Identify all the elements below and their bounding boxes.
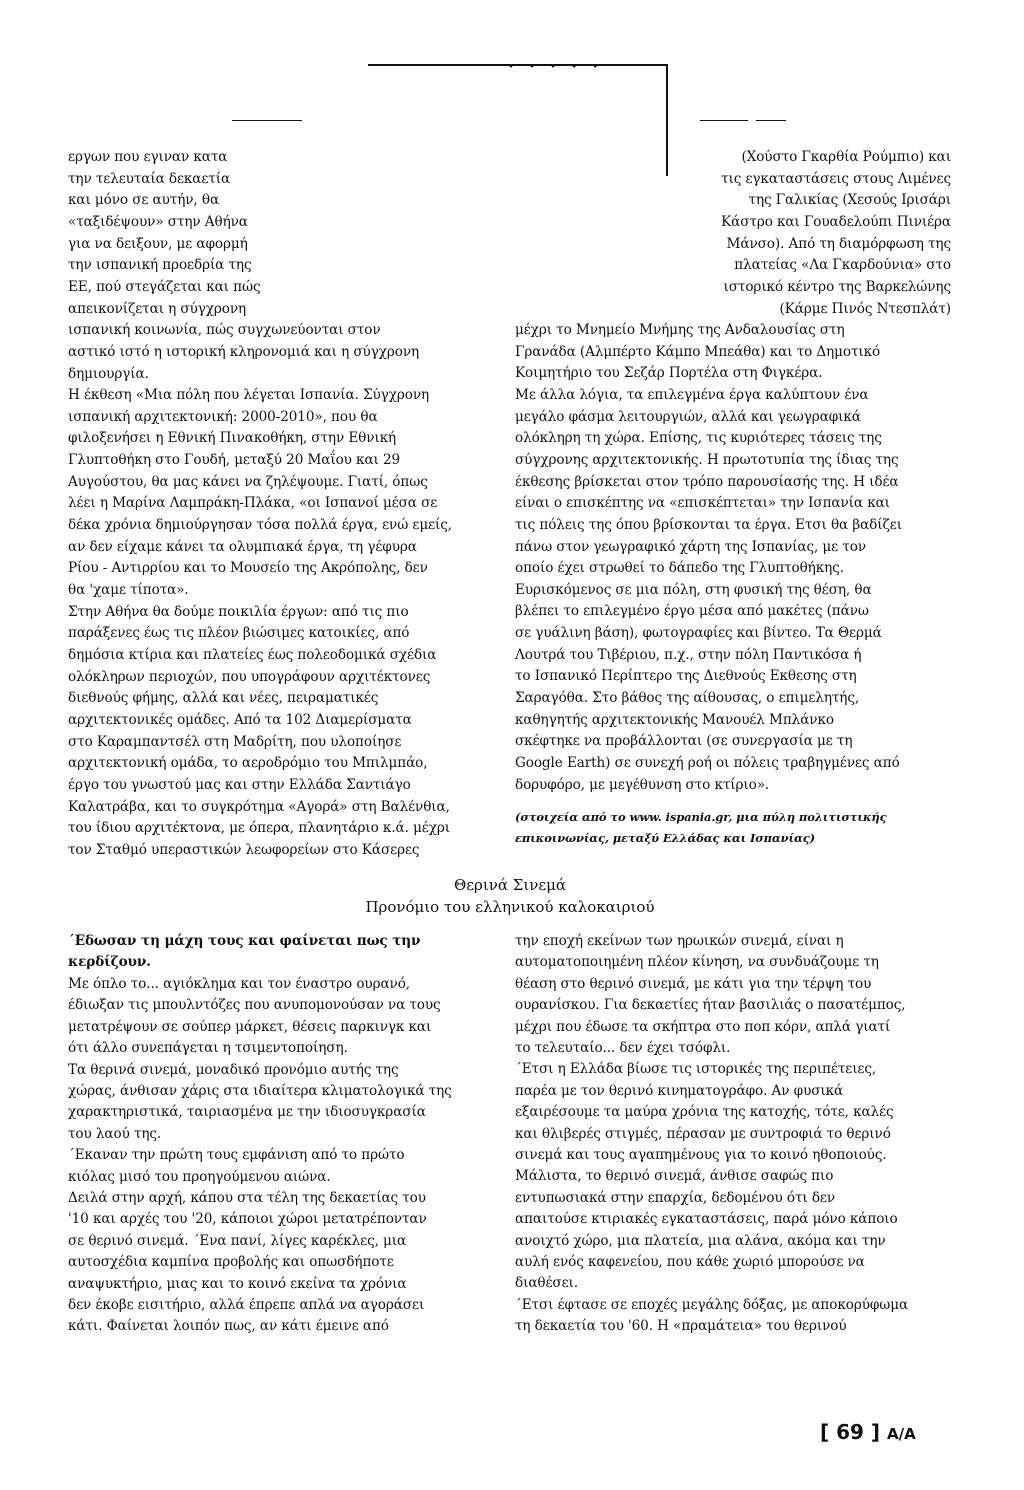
col1-top-line: την ισπανική προεδρία της <box>68 257 252 274</box>
top-right-rule-1 <box>700 120 748 121</box>
col2-top-line: οποίο έχει στρωθεί το δάπεδο της Γλυπτοθήκης. <box>515 560 844 577</box>
col2-top-line: Κοιμητήριο του Σεζάρ Πορτέλα στη Φιγκέρα. <box>515 365 823 382</box>
top-dots: • • • • • <box>508 62 605 73</box>
col2-top-line: ολόκληρη τη χώρα. Επίσης, τις κυριότερες τάσεις της <box>515 430 882 447</box>
col1-top-line: ολόκληρων περιοχών, που υπογράφουν αρχιτέκτονες <box>68 668 431 685</box>
col1-bottom-line: κάτι. Φαίνεται λοιπόν πως, αν κάτι έμεινε από <box>68 1318 389 1335</box>
col1-bottom-line: Τα θερινά σινεμά, μοναδικό προνόμιο αυτής της <box>68 1061 399 1078</box>
col1-top-line: του ίδιου αρχιτέκτονα, με όπερα, πλανητάριο κ.ά. μέχρι <box>68 820 451 837</box>
col1-bottom-line: αναψυκτήριο, μιας και το κοινό εκείνα τα χρόνια <box>68 1275 407 1292</box>
col1-top-line: Η έκθεση «Μια πόλη που λέγεται Ισπανία. Σύγχρονη <box>68 387 430 404</box>
top-right-rule-2 <box>756 120 786 121</box>
col1-top-line: αρχιτεκτονικές ομάδες. Από τα 102 Διαμερίσματα <box>68 711 412 728</box>
col1-top-line: τον Σταθμό υπεραστικών λεωφορείων στο Κάσερες <box>68 841 420 858</box>
col1-top-line: λέει η Μαρίνα Λαμπράκη-Πλάκα, «οι Ισπανοί μέσα σε <box>68 495 438 512</box>
col2-bottom-line: αυτοματοποιημένη πλέον κίνηση, να συνδυάζουμε τη <box>515 954 879 971</box>
page-footer <box>820 1420 916 1444</box>
col1-bottom-line: ΄Εκαναν την πρώτη τους εμφάνιση από το πρώτο <box>68 1147 405 1164</box>
col1-top-line: θα 'χαμε τίποτα». <box>68 582 189 598</box>
col1-top-line: ισπανική αρχιτεκτονική: 2000-2010», που θα <box>68 408 378 425</box>
col1-bottom-line: κιόλας μισό του προηγούμενου αιώνα. <box>68 1168 331 1185</box>
col1-top-line: Ρίου - Αντιρρίου και το Μουσείο της Ακρόπολης, δεν <box>68 560 428 577</box>
col2-bottom-line: ΄Ετσι έφτασε σε εποχές μεγάλης δόξας, με αποκορύφωμα <box>515 1296 909 1313</box>
col2-bottom-line: παρέα με τον θερινό κινηματογράφο. Αν φυσικά <box>515 1082 844 1099</box>
col1-bottom-line: χώρας, άνθισαν χάρις στα ιδιαίτερα κλιματολογικά της <box>68 1083 452 1099</box>
col1-top-line: ΕΕ, πού στεγάζεται και πώς <box>68 278 261 295</box>
col1-top-line: δημιουργία. <box>68 365 149 382</box>
article2-subtitle: Προνόμιο του ελληνικού καλοκαιριού <box>365 898 655 916</box>
col1-top-line: Αυγούστου, θα μας κάνει να ζηλέψουμε. Γιατί, όπως <box>68 473 428 490</box>
col2-bottom-line: τη δεκαετία του '60. Η «πραμάτεια» του θερινού <box>515 1318 847 1335</box>
col2-bottom-line: αυλή ενός καφενείου, που κάθε χωριό μπορούσε να <box>515 1254 865 1270</box>
col2-bottom-line: ΄Ετσι η Ελλάδα βίωσε τις ιστορικές της περιπέτειες, <box>515 1061 877 1078</box>
col1-top-line: εργων που εγιναν κατα <box>68 149 228 165</box>
col2-top-line: Γρανάδα (Αλμπέρτο Κάμπο Μπεάθα) και το Δημοτικό <box>515 343 881 360</box>
col2-bottom-line: εντυπωσιακά στην επαρχία, δεδομένου ότι δεν <box>515 1189 836 1206</box>
col2-bottom-line: την εποχή εκείνων των ηρωικών σινεμά, είναι η <box>515 933 844 949</box>
top-rule-vertical <box>666 64 668 176</box>
col1-bottom-line: χαρακτηριστικά, ταιριασμένα με την ιδιοσυγκρασία <box>68 1104 426 1121</box>
col1-top-line: έργο του γνωστού μας και στην Ελλάδα Σαντιάγο <box>68 776 411 793</box>
col2-bottom-line: διαθέσει. <box>515 1275 578 1292</box>
col1-top-line: αν δεν είχαμε κάνει τα ολυμπιακά έργα, τη γέφυρα <box>68 538 417 555</box>
col2-bottom-line: μέχρι που έδωσε τα σκήπτρα στο ποπ κόρν, απλά γιατί <box>515 1018 891 1035</box>
col2-top-line: σκέφτηκε να προβάλλονται (σε συνεργασία με τη <box>515 733 853 750</box>
col2-bottom-line: το τελευταίο... δεν έχει τσόφλι. <box>515 1040 731 1056</box>
col1-top-line: ισπανική κοινωνία, πώς συγχωνεύονται στον <box>68 322 381 339</box>
col1-bottom-lead-line: κερδίζουν. <box>68 954 151 971</box>
col2-top-line: πάνω στον γεωγραφικό χάρτη της Ισπανίας, με τον <box>515 538 867 555</box>
col2-bottom-line: απαιτούσε κτιριακές εγκαταστάσεις, παρά μόνο κάποιο <box>515 1211 898 1228</box>
col2-top-line: μεγάλο φάσμα λειτουργιών, αλλά και γεωγραφικά <box>515 408 861 425</box>
col1-bottom-line: σε θερινό σινεμά. ΄Ενα πανί, λίγες καρέκλες, μια <box>68 1232 407 1249</box>
col1-top-line: δημόσια κτίρια και πλατείες έως πολεοδομικά σχέδια <box>68 646 437 663</box>
col2-top-line: μέχρι το Μνημείο Μνήμης της Ανδαλουσίας στη <box>515 322 845 338</box>
col1-top-line: Γλυπτοθήκη στο Γουδή, μεταξύ 20 Μαΐου και 29 <box>68 452 401 469</box>
col1-bottom-lead-line: ΄Εδωσαν τη μάχη τους και φαίνεται πως την <box>68 933 421 949</box>
col2-top-right-line: ιστορικό κέντρο της Βαρκελώνης <box>723 278 951 295</box>
col2-top-line: σε γυάλινη βάση), φωτογραφίες και βίντεο. Τα Θερμά <box>515 625 882 642</box>
col1-bottom-line: '10 και αρχές του '20, κάποιοι χώροι μετατρέπονταν <box>68 1211 427 1228</box>
col2-top-line: Λουτρά του Τιβέριου, π.χ., στην πόλη Παντικόσα ή <box>515 646 862 663</box>
col1-top-line: απεικονίζεται η σύγχρονη <box>68 300 247 317</box>
col1-top-line: αστικό ιστό η ιστορική κληρονομιά και η σύγχρονη <box>68 343 420 360</box>
col2-bottom-line: εξαιρέσουμε τα μαύρα χρόνια της κατοχής, τότε, καλές <box>515 1104 894 1121</box>
col1-top-line: φιλοξενήσει η Εθνική Πινακοθήκη, στην Εθνική <box>68 430 397 447</box>
col1-top-line: παράξενες έως τις πλέον βιώσιμες κατοικίες, από <box>68 625 410 642</box>
col1-bottom-line: Δειλά στην αρχή, κάπου στα τέλη της δεκαετίας του <box>68 1190 426 1206</box>
col2-bottom-line: ανοιχτό χώρο, μια πλατεία, μια αλάνα, ακόμα και την <box>515 1232 886 1249</box>
col2-top-right-line: πλατείας «Λα Γκαρδούνια» στο <box>734 257 951 274</box>
col2-note-line: (στοιχεία από το www. ispania.gr, μια πύλη πολιτιστικής <box>515 810 887 824</box>
col2-top-line: Ευρισκόμενος σε μια πόλη, στη φυσική της θέση, θα <box>515 581 872 598</box>
col2-top-line: Σαραγόθα. Στο βάθος της αίθουσας, ο επιμελητής, <box>515 690 860 707</box>
col1-bottom-line: αυτοσχέδια καμπίνα προβολής και οπωσδήποτε <box>68 1254 394 1271</box>
col1-top-line: για να δειξουν, με αφορμή <box>68 235 248 252</box>
col1-bottom-line: μετατρέψουν σε σούπερ μάρκετ, θέσεις παρκινγκ και <box>68 1018 432 1035</box>
col2-top-line: το Ισπανικό Περίπτερο της Διεθνούς Εκθεσης στη <box>515 668 857 685</box>
col2-top-line: είναι ο επισκέπτης να «επισκέπτεται» την Ισπανία και <box>515 495 890 512</box>
col2-bottom-line: σινεμά και τους αγαπημένους για το κοινό ηθοποιούς. <box>515 1147 887 1163</box>
col2-bottom-line: και θλιβερές στιγμές, πέρασαν με συντροφιά το θερινό <box>515 1125 891 1142</box>
article2-title: Θερινά Σινεμά <box>453 876 567 894</box>
col1-top-line: την τελευταία δεκαετία <box>68 170 231 187</box>
col2-top-line: σύγχρονης αρχιτεκτονικής. Η πρωτοτυπία της ίδιας της <box>515 451 899 468</box>
col1-top-line: αρχιτεκτονική ομάδα, το αεροδρόμιο του Μπιλμπάο, <box>68 755 428 772</box>
col2-top-line: Με άλλα λόγια, τα επιλεγμένα έργα καλύπτουν ένα <box>515 386 869 403</box>
col2-top-right-line: της Γαλικίας (Χεσούς Ιρισάρι <box>748 192 951 209</box>
col2-top-right-line: (Χούστο Γκαρθία Ρούμπιο) και <box>741 149 951 165</box>
col1-bottom-line: του λαού της. <box>68 1125 162 1142</box>
page-number: [ 69 ] <box>820 1420 881 1444</box>
col2-top-right-line: Κάστρο και Γουαδελούπι Πινιέρα <box>721 213 951 230</box>
col2-bottom-line: Μάλιστα, το θερινό σινεμά, άνθισε σαφώς πιο <box>515 1168 834 1185</box>
top-left-rule <box>232 120 302 121</box>
col1-top-line: «ταξιδέψουν» στην Αθήνα <box>68 213 248 230</box>
col2-top-right-line: (Κάρμε Πινός Ντεσπλάτ) <box>779 300 951 317</box>
col2-top-line: Google Earth) σε συνεχή ροή οι πόλεις τραβηγμένες από <box>515 755 900 771</box>
col1-top-line: διεθνούς φήμης, αλλά και νέες, πειραματικές <box>68 690 379 707</box>
col2-top-line: καθηγητής αρχιτεκτονικής Μανουέλ Μπλάνκο <box>515 711 834 728</box>
col1-top-line: και μόνο σε αυτήν, θα <box>68 192 220 209</box>
section-label: A/A <box>887 1425 916 1443</box>
col1-bottom-line: έδιωξαν τις μπουλντόζες που ανυπομονούσαν να τους <box>68 997 441 1014</box>
col1-top-line: στο Καραμπαντσέλ στη Μαδρίτη, που υλοποίησε <box>68 733 402 750</box>
col2-top-right-line: Μάνσο). Από τη διαμόρφωση της <box>726 235 951 252</box>
col2-top-line: βλέπει το επιλεγμένο έργο μέσα από μακέτες (πάνω <box>515 603 869 620</box>
col2-bottom-line: ουρανίσκου. Για δεκαετίες ήταν βασιλιάς ο πασατέμπος, <box>515 997 906 1014</box>
col1-bottom-line: Με όπλο το... αγιόκλημα και τον έναστρο ουρανό, <box>68 976 411 992</box>
col2-top-line: έκθεσης βρίσκεται στον τρόπο παρουσίασής της. Η ιδέα <box>515 473 899 490</box>
col1-top-line: Στην Αθήνα θα δούμε ποικιλία έργων: από τις πιο <box>68 603 409 620</box>
col2-top-right-line: τις εγκαταστάσεις στους Λιμένες <box>721 170 951 187</box>
col2-bottom-line: θέαση στο θερινό σινεμά, με κάτι για την τέρψη του <box>515 975 872 992</box>
col2-top-line: τις πόλεις της όπου βρίσκονται τα έργα. Ετσι θα βαδίζει <box>515 516 902 533</box>
col1-top-line: δέκα χρόνια δημιούργησαν τόσα πολλά έργα, ενώ εμείς, <box>68 517 452 534</box>
col2-top-line: δορυφόρο, με μεγέθυνση στο κτίριο». <box>515 776 770 793</box>
col1-bottom-line: δεν έκοβε εισιτήριο, αλλά έπρεπε απλά να αγοράσει <box>68 1297 425 1313</box>
col2-note-line: επικοινωνίας, μεταξύ Ελλάδας και Ισπανίας) <box>515 831 816 845</box>
col1-top-line: Καλατράβα, και το συγκρότημα «Αγορά» στη Βαλένθια, <box>68 798 450 815</box>
col1-bottom-line: ότι άλλο συνεπάγεται η τσιμεντοποίηση. <box>68 1040 348 1057</box>
